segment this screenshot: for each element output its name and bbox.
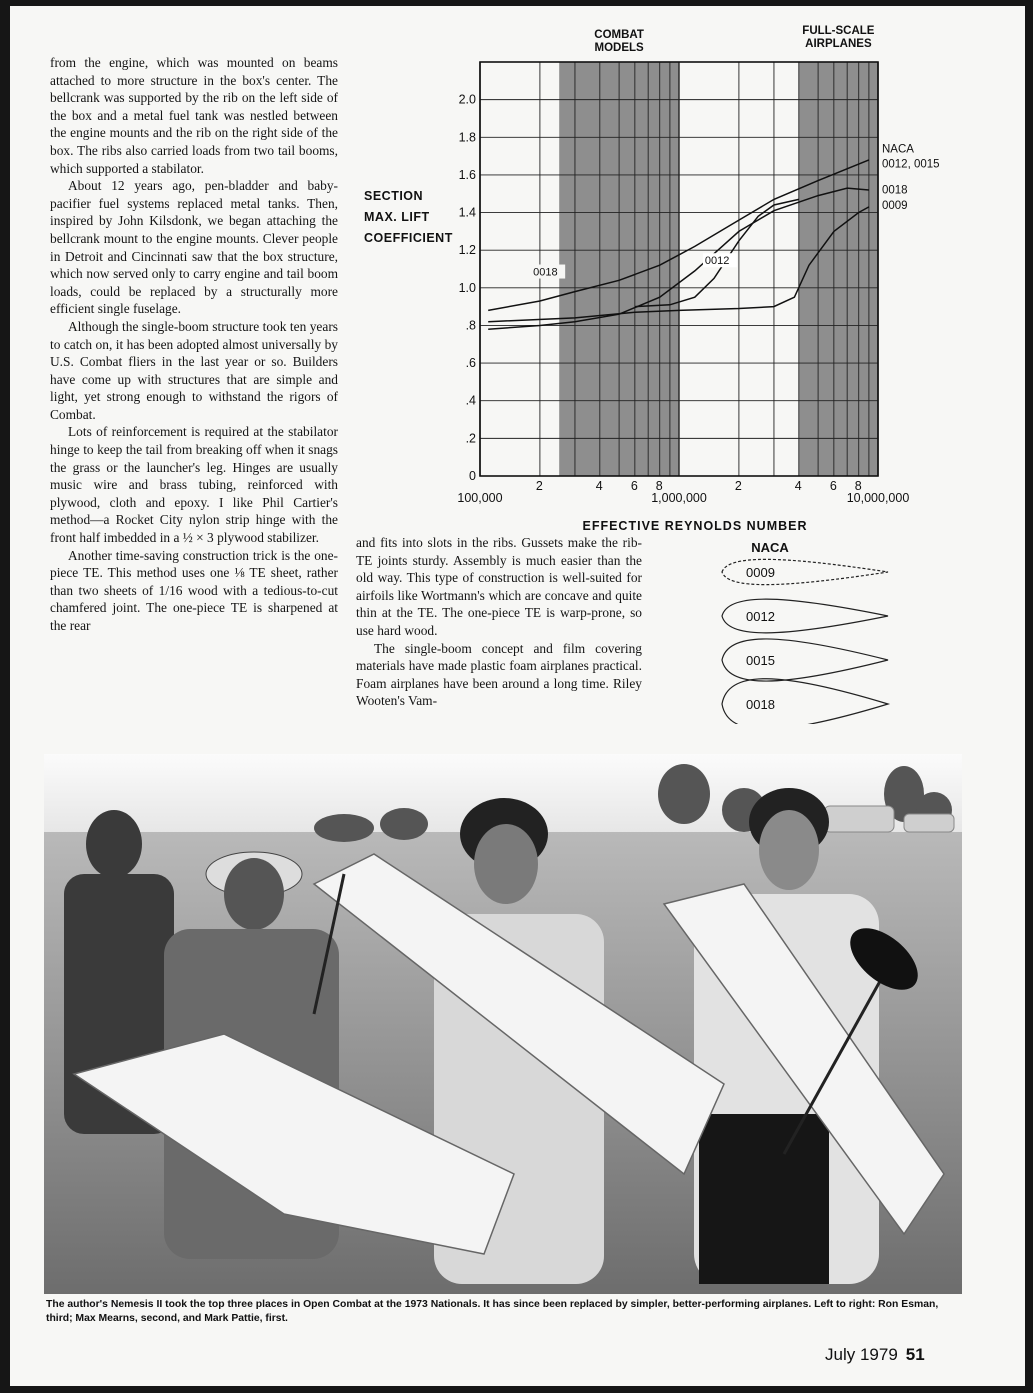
y-tick-label: 1.0 (458, 280, 476, 295)
y-axis-label: SECTION (364, 189, 424, 203)
x-tick-label: 8 (655, 479, 663, 493)
band-label: FULL-SCALE (802, 25, 875, 37)
photo-three-fliers (44, 754, 962, 1294)
band-shading (799, 62, 878, 476)
lift-coefficient-chart (350, 16, 950, 536)
chart-canvas (350, 16, 950, 536)
legend-series-label: 0018 (882, 184, 908, 197)
airfoil-label: 0012 (746, 609, 775, 624)
text-column-middle (356, 534, 642, 710)
airfoil-label: 0009 (746, 565, 775, 580)
x-tick-label: 2 (734, 479, 742, 493)
y-tick-label: 1.8 (458, 130, 476, 145)
photo-image (44, 754, 962, 1294)
y-tick-label: 1.4 (458, 205, 476, 220)
x-tick-label: 4 (794, 479, 802, 493)
series-inline-label: 0018 (533, 266, 558, 279)
x-tick-label: 100,000 (457, 491, 503, 505)
band-label: MODELS (594, 42, 644, 54)
paragraph: Lots of reinforcement is required at the stabilator hinge to keep the tail from breaking off when it snags the grass or the launcher's leg. Hinges are usually music wire and brass tubing, reinforced with plywood, cloth and epoxy. I like Phil Cartier's method—a Rocket City nylon strip hinge with the front half imbedded in a ½ × 3 plywood stabilizer. (50, 424, 338, 546)
y-tick-label: 1.6 (458, 167, 476, 182)
folio (825, 1345, 925, 1365)
y-tick-label: .6 (465, 356, 476, 371)
issue-date: July 1979 (825, 1345, 898, 1364)
y-tick-label: 0 (469, 469, 476, 483)
y-tick-label: 2.0 (458, 92, 476, 107)
y-tick-label: 1.2 (458, 243, 476, 258)
airfoil-label: 0018 (746, 697, 775, 712)
series-inline-label: 0012 (704, 255, 730, 268)
paragraph: The single-boom concept and film covering materials have made plastic foam airplanes practical. Foam airplanes have been around a long time. Riley Wooten's Vam- (356, 640, 642, 709)
x-tick-label: 10,000,000 (846, 491, 910, 505)
y-tick-label: .4 (465, 393, 476, 408)
paragraph: Although the single-boom structure took ten years to catch on, it has been adopted almost universally by U.S. Combat fliers in the last year or so. Builders have come up with structures that are simple and light, yet strong enough to withstand the rigors of Combat. (50, 318, 338, 422)
y-axis-label: COEFFICIENT (364, 231, 453, 245)
airfoil-heading: NACA (751, 540, 789, 555)
band-label: COMBAT (594, 29, 644, 41)
paragraph: About 12 years ago, pen-bladder and baby-pacifier fuel systems replaced metal tanks. Then, inspired by John Kilsdonk, we began attaching the bellcrank mount to the engine mounts. Clever people in Detroit and Cincinnati saw that the box structure, which now served only to carry engine and tail boom loads, could be replaced by a structurally more efficient single fuselage. (50, 178, 338, 317)
band-label: AIRPLANES (805, 38, 872, 50)
legend-series-label: 0009 (882, 199, 908, 212)
x-tick-label: 6 (630, 479, 638, 493)
x-axis-label: EFFECTIVE REYNOLDS NUMBER (582, 519, 808, 533)
airfoil-canvas (710, 534, 900, 724)
text-column-left (50, 54, 338, 635)
y-tick-label: .8 (465, 318, 476, 333)
legend-series-label: 0012, 0015 (882, 158, 940, 171)
y-axis-label: MAX. LIFT (364, 210, 430, 224)
photo-caption: The author's Nemesis II took the top three places in Open Combat at the 1973 Nationals. It has since been replaced by simpler, better-performing airplanes. Left to right: Ron Esman, third; Max Mearns, second, and Mark Pattie, first. (46, 1299, 939, 1324)
x-tick-label: 6 (829, 479, 837, 493)
page-number: 51 (905, 1345, 925, 1364)
magazine-page (10, 6, 1025, 1386)
airfoil-label: 0015 (746, 653, 775, 668)
paragraph: from the engine, which was mounted on beams attached to more structure in the box's center. The bellcrank was supported by the rib on the left side of the box and a metal fuel tank was nestled between the engine mounts and the rib on the right side of the box. The ribs also carried loads from two tail booms, which supported a stabilator. (50, 55, 338, 176)
legend-heading: NACA (882, 143, 914, 156)
paragraph: and fits into slots in the ribs. Gussets make the rib-TE joints sturdy. Assembly is much easier than the old way. This type of construction is well-suited for airfoils like Wortmann's which are concave and quite thin at the TE. The one-piece TE is warp-prone, so use hard wood. (356, 535, 642, 638)
paragraph: Another time-saving construction trick is the one-piece TE. This method uses one ⅛ TE sheet, rather than two sheets of 1/16 wood with a tedious-to-cut chamfered joint. The one-piece TE is sharpened at the rear (50, 547, 338, 633)
x-tick-label: 1,000,000 (651, 491, 707, 505)
y-tick-label: .2 (465, 431, 476, 446)
x-tick-label: 2 (535, 479, 543, 493)
x-tick-label: 4 (595, 479, 603, 493)
x-tick-label: 8 (854, 479, 862, 493)
airfoil-sections (710, 534, 900, 724)
